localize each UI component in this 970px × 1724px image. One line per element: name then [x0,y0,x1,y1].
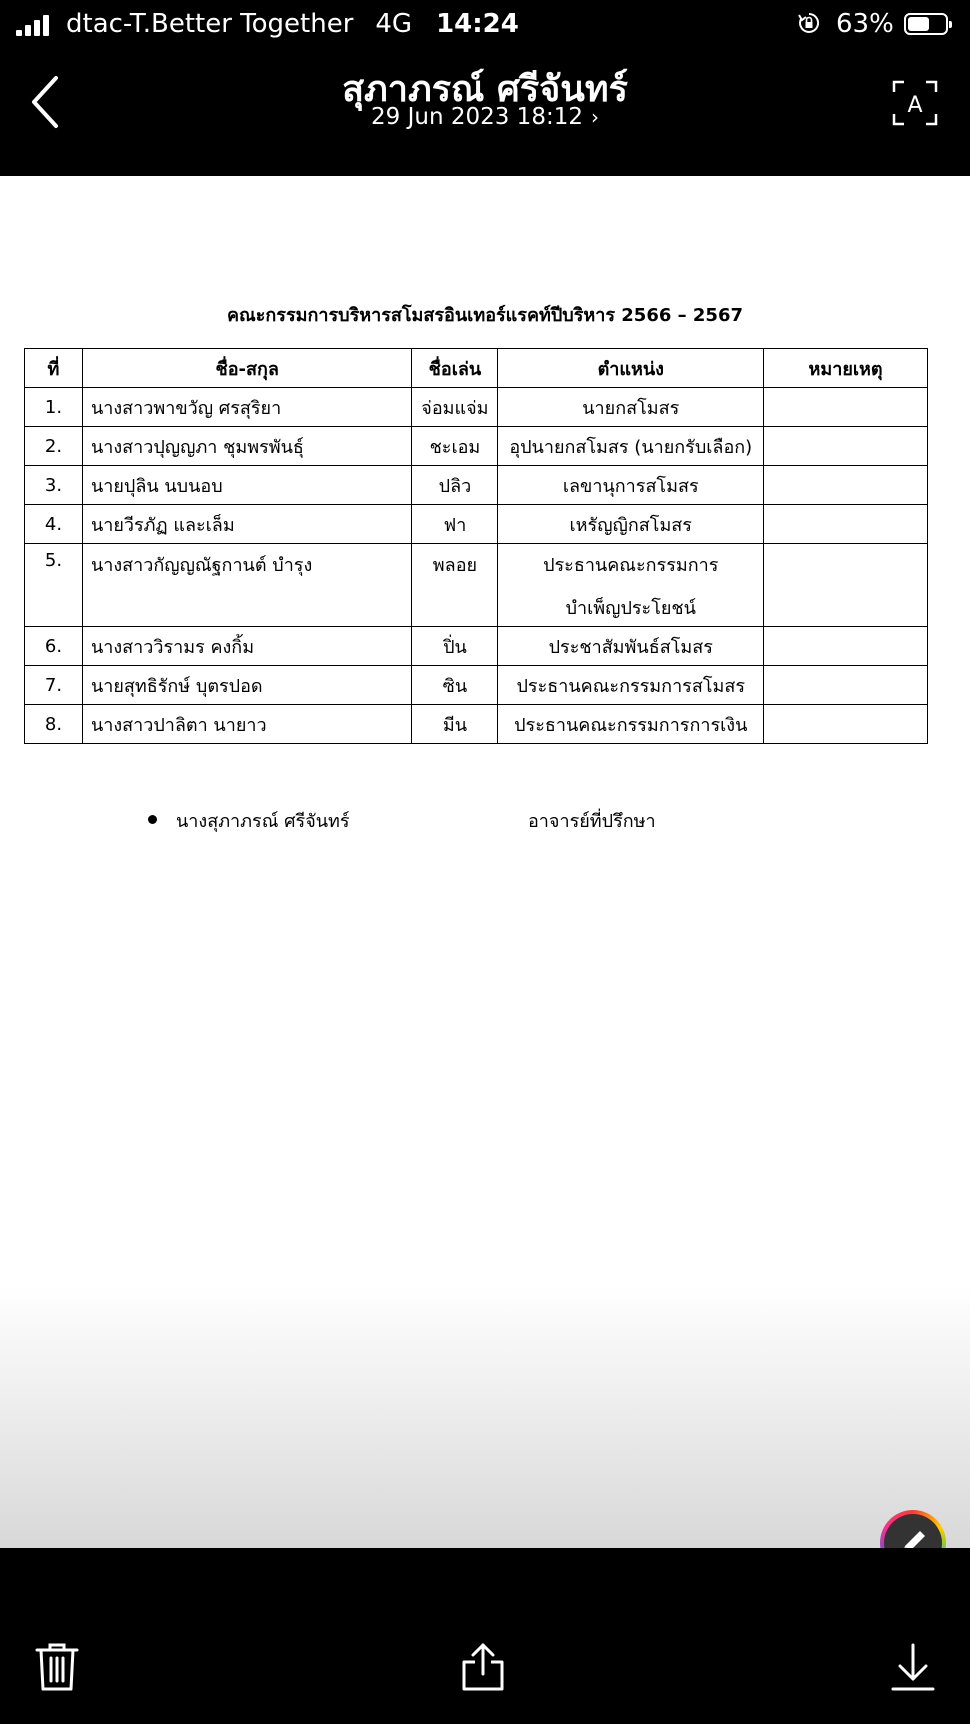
table-header-row [25,349,928,388]
header-remark: หมายเหตุ [764,349,928,388]
header-no: ที่ [25,349,83,388]
photo-date: 29 Jun 2023 18:12 [371,104,583,130]
battery-icon [904,13,948,35]
signal-strength-icon [16,16,50,36]
table-row: 1. นางสาวพาขวัญ ศรสุริยา จ่อมแจ่ม นายกสโมสร [25,388,928,427]
network-type: 4G [375,9,413,39]
rotation-lock-icon [798,12,820,34]
photo-date-button[interactable] [0,104,970,130]
trash-icon[interactable] [34,1642,80,1692]
chevron-right-icon: › [590,105,599,129]
table-row: 5. นางสาวกัญญณัฐกานต์ บำรุง พลอย ประธานคณะกรรมการ บำเพ็ญประโยชน์ [25,544,928,627]
carrier-name: dtac-T.Better Together [66,9,354,39]
table-row: 3. นายปุลิน นบนอบ ปลิว เลขานุการสโมสร [25,466,928,505]
photo-title: สุภาภรณ์ ศรีจันทร์ [342,69,628,110]
svg-text:A: A [907,93,923,118]
advisor-name: นางสุภาภรณ์ ศรีจันทร์ [176,811,350,832]
bottom-toolbar [0,1548,970,1724]
document-image [0,176,970,1548]
table-row: 6. นางสาววิรามร คงกิ้ม ปิ่น ประชาสัมพันธ์สโมสร [25,627,928,666]
bullet-icon [148,815,157,824]
table-row: 7. นายสุทธิรักษ์ บุตรปอด ซิน ประธานคณะกรรมการสโมสร [25,666,928,705]
header-name: ชื่อ-สกุล [82,349,412,388]
battery-percent: 63% [836,9,894,39]
share-icon[interactable] [460,1642,506,1692]
header-position: ตำแหน่ง [498,349,764,388]
live-text-icon[interactable] [892,80,938,126]
status-bar [0,0,970,52]
advisor-role: อาจารย์ที่ปรึกษา [528,811,656,832]
table-row: 2. นางสาวปุญญภา ชุมพรพันธุ์ ชะเอม อุปนายกสโมสร (นายกรับเลือก) [25,427,928,466]
header-nickname: ชื่อเล่น [412,349,498,388]
committee-table [24,348,928,744]
table-row: 8. นางสาวปาลิตา นายาว มีน ประธานคณะกรรมการการเงิน [25,705,928,744]
document-title: คณะกรรมการบริหารสโมสรอินเทอร์แรคท์ปีบริหาร 2566 – 2567 [226,305,744,326]
nav-bar [0,52,970,176]
download-icon[interactable] [890,1642,936,1692]
status-time: 14:24 [436,9,519,39]
table-row: 4. นายวีรภัฏ และเล็ม ฟา เหรัญญิกสโมสร [25,505,928,544]
